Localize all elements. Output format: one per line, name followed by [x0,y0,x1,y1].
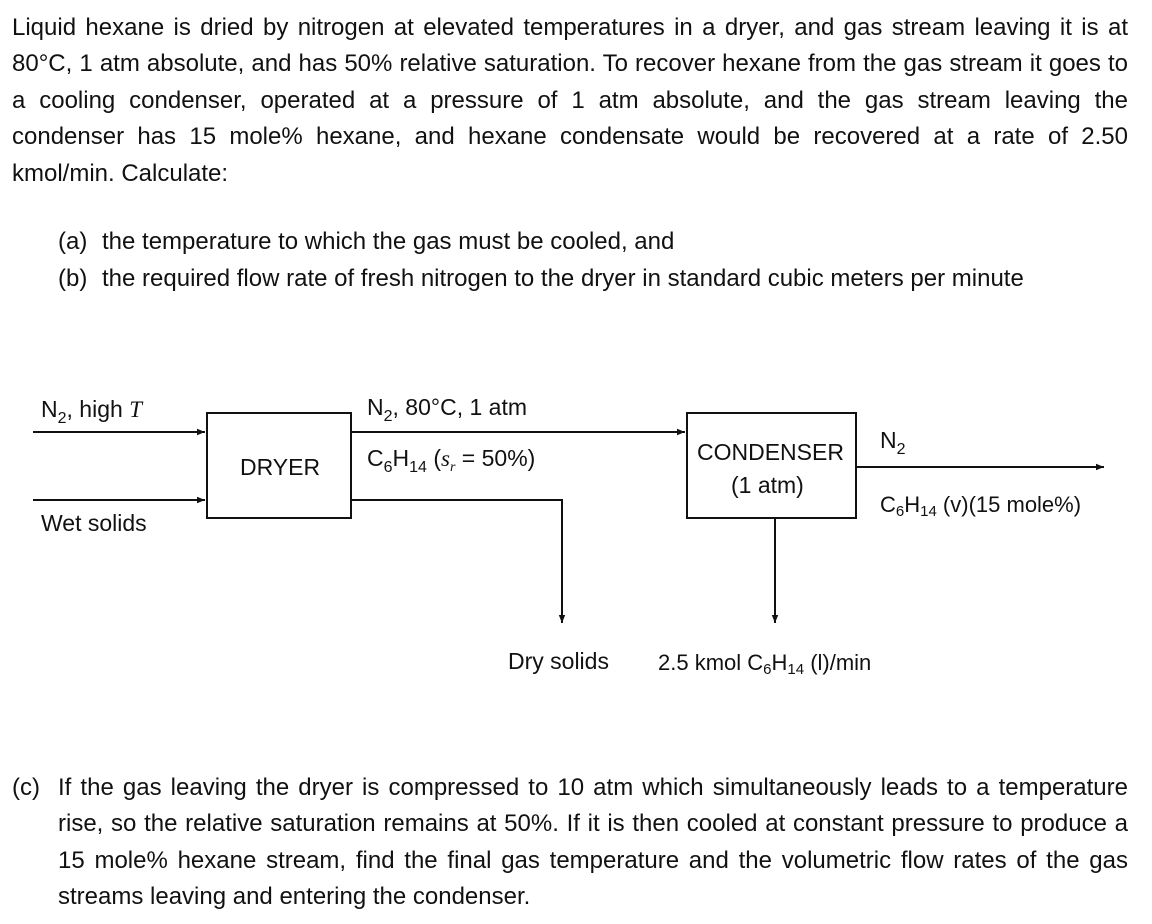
question-a [58,224,1128,260]
question-a-text: the temperature to which the gas must be cooled, and [102,228,675,255]
condensate-label: 2.5 kmol C6H14 (l)/min [658,650,872,678]
question-c-text: If the gas leaving the dryer is compressed to 10 atm which simultaneously leads to a temperature rise, so the relative saturation remains at 50%. If it is then cooled at constant pressure to produce a 15 mole% hexane stream, find the final gas temperature and the volumetric flow rates of the gas streams leaving and entering the condenser. [58,774,1128,911]
dryer-label: DRYER [240,454,321,480]
question-b [58,261,1128,297]
question-c [12,770,1128,916]
feed-gas-label: $N_2$, high T [41,396,142,427]
problem-statement: Liquid hexane is dried by nitrogen at elevated temperatures in a dryer, and gas stream leaving it is at 80°C, 1 atm absolute, and has 50% relative saturation. To recover hexane from the gas stream it goes to a cooling condenser, operated at a pressure of 1 atm absolute, and the gas stream leaving the condenser has 15 mole% hexane, and hexane condensate would be recovered at a rate of 2.50 kmol/min. Calculate: [12,14,1128,187]
dry-solids-arrow [351,500,562,623]
question-b-label: (b) [58,265,88,292]
condenser-outlet-hexane-label: C6H14 (v)(15 mole%) [880,492,1082,520]
question-b-text: the required flow rate of fresh nitrogen to the dryer in standard cubic meters per minute [102,265,1024,292]
wet-solids-label: Wet solids [41,510,147,536]
question-c-label: (c) [12,774,40,801]
dryer-outlet-hexane-label: $C_6H_{14}$ $(s_r = 50\%)$ [367,445,536,476]
dryer-outlet-n2-label: $N_2$, 80°C, 1 atm [367,394,528,425]
dry-solids-label: Dry solids [508,648,609,674]
question-a-label: (a) [58,228,88,255]
condenser-label: CONDENSER [697,439,844,465]
process-flow-diagram [0,380,1152,700]
condenser-outlet-n2-label: $N_2$ [880,427,906,458]
condenser-box [687,413,856,518]
condenser-pressure: (1 atm) [731,472,804,498]
